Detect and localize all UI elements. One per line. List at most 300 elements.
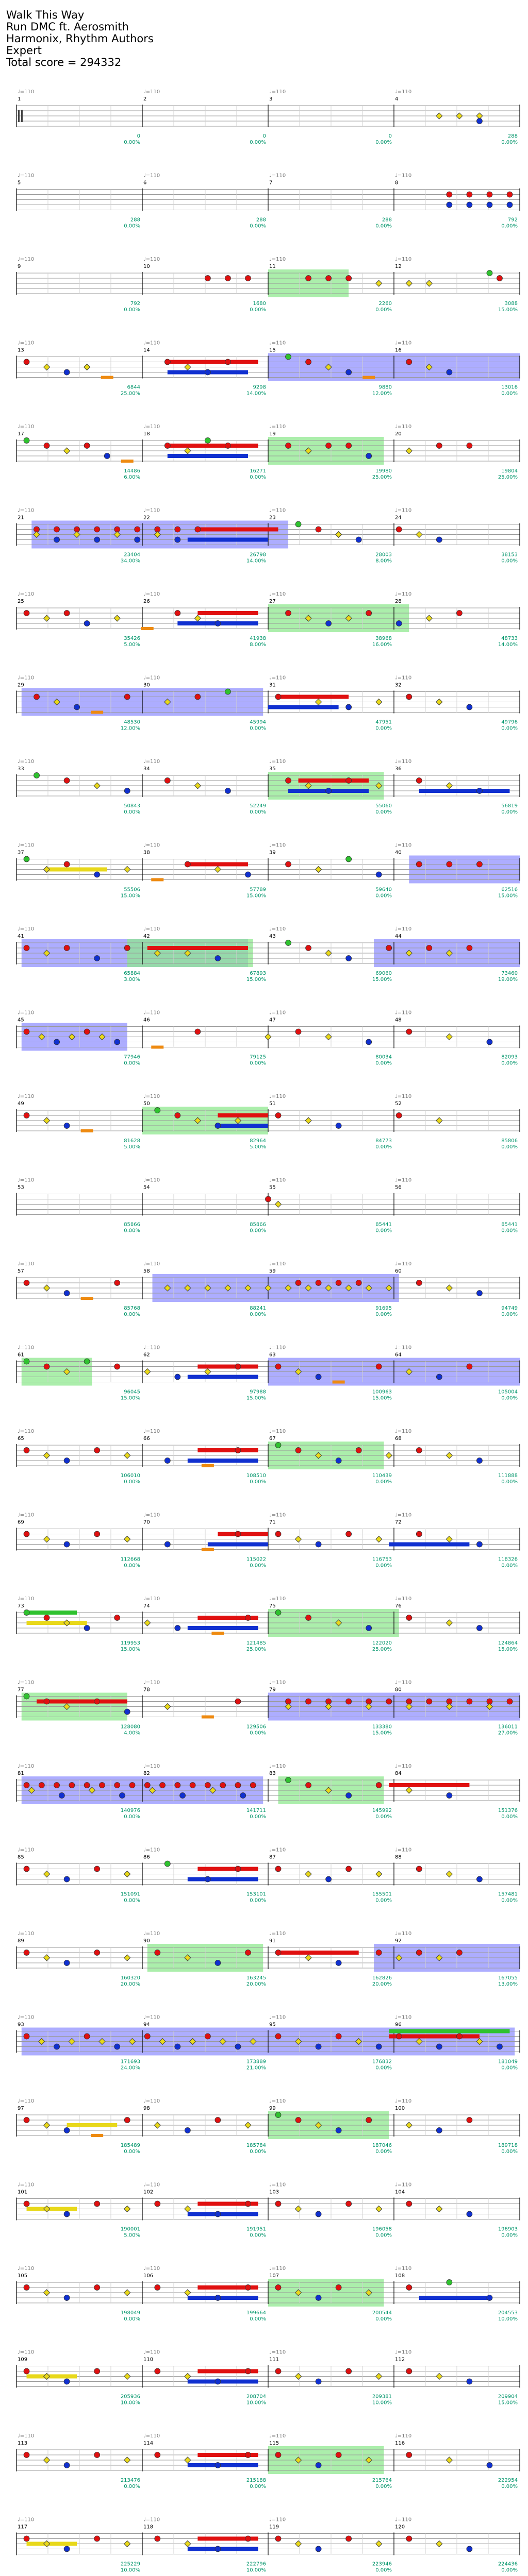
- blue-note: [64, 2128, 70, 2133]
- tempo-marker: ♩=110: [143, 2098, 160, 2104]
- red-note: [64, 945, 70, 951]
- measure-score: 85768: [124, 1306, 140, 1311]
- red-note: [24, 2201, 29, 2207]
- tempo-marker: ♩=110: [395, 1094, 412, 1099]
- measure-number: 22: [143, 515, 150, 521]
- sustain-bar: [188, 2296, 258, 2300]
- red-note: [275, 2033, 281, 2039]
- measure-score: 185489: [120, 2143, 140, 2148]
- tempo-marker: ♩=110: [395, 1261, 412, 1267]
- blue-note: [476, 1541, 482, 1547]
- blue-note: [215, 621, 221, 626]
- measure-percent: 0.00%: [250, 1228, 266, 1234]
- green-note: [447, 2280, 452, 2285]
- sustain-bar: [389, 1543, 469, 1547]
- red-note: [416, 1866, 422, 1872]
- red-note: [135, 527, 140, 532]
- measure-number: 90: [143, 1938, 150, 1944]
- measure-score: 215764: [372, 2478, 392, 2483]
- red-note: [346, 1866, 352, 1872]
- measure-percent: 0.00%: [501, 2232, 518, 2239]
- tempo-marker: ♩=110: [269, 926, 286, 932]
- cymbal-note: [446, 783, 452, 789]
- sustain-bar: [389, 2029, 509, 2033]
- tempo-marker: ♩=110: [395, 675, 412, 681]
- tempo-marker: ♩=110: [269, 1261, 286, 1267]
- cymbal-note: [44, 2374, 50, 2380]
- blue-note: [487, 2463, 492, 2468]
- measure-number: 76: [395, 1603, 402, 1609]
- blue-note: [487, 202, 492, 208]
- tempo-marker: ♩=110: [18, 1512, 35, 1518]
- measure-score: 288: [256, 217, 266, 223]
- measure-number: 62: [143, 1352, 150, 1358]
- measure-score: 82093: [501, 1054, 518, 1060]
- red-note: [64, 778, 70, 784]
- measure-percent: 0.00%: [124, 223, 140, 229]
- tempo-marker: ♩=110: [18, 591, 35, 597]
- cymbal-note: [44, 2122, 50, 2128]
- red-note: [24, 2117, 29, 2123]
- measure-percent: 0.00%: [501, 2484, 518, 2489]
- sustain-bar: [188, 538, 268, 542]
- red-note: [286, 861, 291, 867]
- blue-note: [94, 872, 100, 877]
- measure-percent: 0.00%: [375, 307, 392, 313]
- cymbal-note: [44, 615, 50, 621]
- measure-number: 19: [269, 431, 276, 437]
- measure-score: 173889: [246, 2059, 266, 2065]
- green-note: [225, 689, 230, 694]
- tempo-marker: ♩=110: [18, 424, 35, 430]
- sustain-bar: [389, 2035, 480, 2039]
- red-note: [406, 2285, 412, 2291]
- red-note: [275, 1950, 281, 1956]
- tempo-marker: ♩=110: [395, 1680, 412, 1686]
- blue-note: [114, 1039, 120, 1045]
- cymbal-note: [245, 2122, 251, 2128]
- measure-percent: 0.00%: [375, 1144, 392, 1150]
- blue-note: [205, 1876, 210, 1882]
- measure-number: 66: [143, 1436, 150, 1442]
- measure-percent: 0.00%: [124, 307, 140, 313]
- cymbal-note: [124, 2541, 130, 2547]
- cymbal-note: [94, 783, 100, 789]
- tempo-marker: ♩=110: [18, 2517, 35, 2523]
- measure-score: 792: [130, 301, 140, 307]
- red-note: [235, 1448, 241, 1453]
- red-note: [456, 1950, 462, 1956]
- measure-number: 119: [269, 2524, 279, 2530]
- tempo-marker: ♩=110: [269, 1931, 286, 1937]
- blue-note: [59, 1793, 64, 1799]
- red-note: [155, 2285, 160, 2291]
- blue-note: [316, 1541, 321, 1547]
- sustain-bar: [47, 868, 107, 872]
- measure-percent: 8.00%: [375, 558, 392, 564]
- red-note: [306, 276, 311, 281]
- measure-percent: 0.00%: [375, 2065, 392, 2071]
- measure-score: 6844: [127, 384, 140, 391]
- measure-score: 65884: [124, 971, 140, 976]
- measure-number: 63: [269, 1352, 276, 1358]
- red-note: [507, 1699, 513, 1704]
- tempo-marker: ♩=110: [143, 257, 160, 262]
- red-note: [275, 1866, 281, 1872]
- red-note: [220, 1783, 226, 1788]
- kick-note: [91, 711, 103, 714]
- tempo-marker: ♩=110: [18, 2349, 35, 2355]
- red-note: [467, 1364, 472, 1369]
- measure-number: 14: [143, 347, 150, 353]
- blue-note: [175, 1625, 180, 1631]
- green-note: [275, 2112, 281, 2118]
- measure-score: 288: [507, 133, 518, 139]
- cymbal-note: [295, 1536, 302, 1543]
- tempo-marker: ♩=110: [269, 759, 286, 765]
- cymbal-note: [44, 364, 50, 370]
- measure-score: 81628: [124, 1138, 140, 1144]
- blue-note: [316, 2044, 321, 2049]
- measure-score: 136011: [498, 1724, 518, 1730]
- tempo-marker: ♩=110: [395, 2433, 412, 2439]
- tempo-marker: ♩=110: [395, 257, 412, 262]
- sustain-bar: [197, 1867, 258, 1871]
- cymbal-note: [436, 699, 442, 705]
- measure-score: 185784: [246, 2143, 266, 2148]
- red-note: [24, 1866, 29, 1872]
- measure-number: 50: [143, 1101, 150, 1107]
- red-note: [467, 1699, 472, 1704]
- red-note: [346, 1531, 352, 1537]
- sustain-bar: [299, 778, 369, 783]
- measure-score: 28003: [375, 552, 392, 558]
- red-note: [306, 359, 311, 365]
- measure-percent: 5.00%: [124, 1144, 140, 1150]
- sustain-bar: [197, 1448, 258, 1452]
- cymbal-note: [144, 1620, 151, 1626]
- measure-percent: 0.00%: [375, 2316, 392, 2322]
- blue-note: [119, 1793, 125, 1799]
- blue-note: [316, 2379, 321, 2384]
- red-note: [64, 611, 70, 616]
- blue-note: [436, 537, 442, 543]
- measure-percent: 0.00%: [250, 1563, 266, 1569]
- measure-score: 204553: [498, 2310, 518, 2316]
- measure-number: 23: [269, 515, 276, 521]
- red-note: [487, 192, 492, 197]
- tempo-marker: ♩=110: [269, 1094, 286, 1099]
- measure-score: 79125: [250, 1054, 266, 1060]
- red-note: [316, 527, 321, 532]
- blue-note: [476, 1458, 482, 1464]
- red-note: [336, 2285, 341, 2291]
- red-note: [406, 2452, 412, 2458]
- red-note: [386, 945, 392, 951]
- blue-note: [366, 1039, 372, 1045]
- sustain-bar: [268, 705, 339, 709]
- red-note: [24, 1950, 29, 1956]
- blue-note: [447, 202, 452, 208]
- measure-percent: 0.00%: [124, 809, 140, 815]
- measure-number: 1: [18, 96, 21, 102]
- red-note: [155, 2536, 160, 2541]
- measure-percent: 15.00%: [498, 893, 518, 899]
- cymbal-note: [295, 2374, 302, 2380]
- measure-percent: 0.00%: [250, 474, 266, 480]
- measure-score: 167055: [498, 1975, 518, 1981]
- cymbal-note: [336, 532, 342, 538]
- measure-number: 39: [269, 850, 276, 856]
- tempo-marker: ♩=110: [18, 1345, 35, 1351]
- green-note: [275, 1610, 281, 1616]
- red-note: [235, 1699, 241, 1704]
- cymbal-note: [446, 1034, 452, 1040]
- cymbal-note: [316, 699, 322, 705]
- measure-score: 191951: [246, 2226, 266, 2232]
- blue-note: [205, 369, 210, 375]
- blue-note: [124, 1709, 130, 1715]
- red-note: [266, 1196, 271, 1202]
- measure-number: 109: [18, 2357, 28, 2363]
- tempo-marker: ♩=110: [143, 2014, 160, 2021]
- measure-number: 18: [143, 431, 150, 437]
- tempo-marker: ♩=110: [18, 1094, 35, 1099]
- blue-note: [54, 537, 60, 543]
- sustain-bar: [188, 1626, 258, 1630]
- cymbal-note: [376, 2206, 382, 2212]
- blue-note: [316, 2546, 321, 2552]
- cymbal-note: [416, 532, 422, 538]
- red-note: [426, 945, 432, 951]
- measure-number: 13: [18, 347, 24, 353]
- measure-percent: 24.00%: [120, 2065, 140, 2071]
- measure-score: 222954: [498, 2478, 518, 2483]
- tempo-marker: ♩=110: [143, 1177, 160, 1183]
- measure-number: 78: [143, 1687, 150, 1693]
- cymbal-note: [376, 2541, 382, 2547]
- measure-score: 151091: [120, 1891, 140, 1897]
- red-note: [306, 1699, 311, 1704]
- blue-note: [476, 788, 482, 794]
- blue-note: [64, 2211, 70, 2217]
- measure-number: 47: [269, 1017, 276, 1023]
- red-note: [245, 2285, 251, 2291]
- measure-score: 59640: [375, 887, 392, 893]
- red-note: [306, 1615, 311, 1621]
- blue-note: [507, 202, 513, 208]
- cymbal-note: [446, 1620, 452, 1626]
- red-note: [386, 1699, 392, 1704]
- cymbal-note: [124, 1536, 130, 1543]
- blue-note: [215, 2546, 221, 2552]
- measure-score: 115022: [246, 1556, 266, 1563]
- blue-note: [74, 704, 80, 710]
- measure-score: 205936: [120, 2394, 140, 2400]
- measure-number: 88: [395, 1854, 402, 1860]
- measure-score: 88241: [250, 1306, 266, 1311]
- tempo-marker: ♩=110: [18, 2433, 35, 2439]
- measure-number: 35: [269, 766, 276, 772]
- measure-number: 101: [18, 2189, 28, 2195]
- tempo-marker: ♩=110: [395, 2182, 412, 2188]
- cymbal-note: [406, 2122, 412, 2128]
- cymbal-note: [185, 2206, 191, 2212]
- cymbal-note: [406, 448, 412, 454]
- red-note: [235, 1364, 241, 1369]
- red-note: [84, 2033, 90, 2039]
- measure-number: 36: [395, 766, 402, 772]
- red-note: [205, 276, 210, 281]
- red-note: [456, 611, 462, 616]
- measure-number: 45: [18, 1017, 24, 1023]
- red-note: [39, 1783, 44, 1788]
- blue-note: [64, 1458, 70, 1464]
- red-note: [24, 1113, 29, 1118]
- measure-number: 99: [269, 2106, 276, 2111]
- red-note: [376, 1783, 382, 1788]
- measure-percent: 0.00%: [375, 809, 392, 815]
- measure-score: 224436: [498, 2561, 518, 2567]
- blue-note: [235, 2044, 241, 2049]
- measure-percent: 0.00%: [124, 1060, 140, 1066]
- green-note: [24, 1693, 29, 1699]
- measure-score: 792: [507, 217, 518, 223]
- blue-note: [64, 2295, 70, 2301]
- measure-score: 91695: [375, 1306, 392, 1311]
- tempo-marker: ♩=110: [18, 257, 35, 262]
- measure-percent: 15.00%: [246, 1395, 266, 1401]
- measure-percent: 15.00%: [498, 2400, 518, 2406]
- red-note: [436, 443, 442, 449]
- tempo-marker: ♩=110: [269, 1177, 286, 1183]
- measure-percent: 0.00%: [250, 2232, 266, 2239]
- red-note: [235, 1783, 241, 1788]
- tempo-marker: ♩=110: [18, 2098, 35, 2104]
- tempo-marker: ♩=110: [143, 1847, 160, 1853]
- measure-score: 124864: [498, 1640, 518, 1646]
- kick-note: [211, 1632, 224, 1635]
- red-note: [225, 359, 230, 365]
- measure-percent: 0.00%: [250, 307, 266, 313]
- measure-percent: 8.00%: [250, 642, 266, 648]
- measure-number: 92: [395, 1938, 402, 1944]
- measure-percent: 0.00%: [375, 893, 392, 899]
- measure-percent: 0.00%: [501, 391, 518, 397]
- tempo-marker: ♩=110: [143, 1931, 160, 1937]
- tempo-marker: ♩=110: [143, 2182, 160, 2188]
- tempo-marker: ♩=110: [143, 1764, 160, 1769]
- measure-percent: 15.00%: [498, 1647, 518, 1652]
- measure-percent: 0.00%: [375, 2232, 392, 2239]
- red-note: [416, 1280, 422, 1286]
- measure-score: 97988: [250, 1389, 266, 1395]
- cymbal-note: [124, 1871, 130, 1877]
- red-note: [406, 694, 412, 700]
- cymbal-note: [376, 1536, 382, 1543]
- sustain-bar: [27, 1611, 77, 1615]
- measure-number: 29: [18, 682, 24, 688]
- red-note: [295, 1448, 301, 1453]
- red-note: [286, 611, 291, 616]
- red-note: [94, 1866, 100, 1872]
- cymbal-note: [185, 2290, 191, 2296]
- cymbal-note: [406, 280, 412, 286]
- blue-note: [124, 788, 130, 794]
- measure-percent: 0.00%: [250, 1479, 266, 1485]
- cymbal-note: [426, 615, 432, 621]
- blue-note: [94, 956, 100, 961]
- measure-score: 19980: [375, 468, 392, 474]
- blue-note: [326, 1876, 332, 1882]
- blue-note: [215, 1960, 221, 1966]
- measure-score: 9298: [253, 384, 266, 391]
- red-note: [250, 1783, 256, 1788]
- cymbal-note: [295, 2541, 302, 2547]
- red-note: [497, 276, 502, 281]
- green-note: [24, 438, 29, 444]
- tempo-marker: ♩=110: [269, 173, 286, 179]
- measure-score: 73460: [501, 971, 518, 976]
- measure-number: 103: [269, 2189, 279, 2195]
- measure-number: 28: [395, 599, 402, 604]
- measure-score: 57789: [250, 887, 266, 893]
- measure-percent: 15.00%: [372, 977, 392, 982]
- measure-number: 54: [143, 1184, 150, 1191]
- measure-percent: 10.00%: [120, 2400, 140, 2406]
- blue-note: [240, 1793, 246, 1799]
- measure-score: 155501: [372, 1891, 392, 1897]
- sustain-bar: [37, 1700, 127, 1704]
- blue-note: [356, 537, 361, 543]
- measure-score: 85441: [501, 1222, 518, 1228]
- measure-number: 98: [143, 2106, 150, 2111]
- measure-number: 64: [395, 1352, 402, 1358]
- measure-score: 38968: [375, 636, 392, 641]
- blue-note: [316, 2463, 321, 2468]
- cymbal-note: [376, 1871, 382, 1877]
- red-note: [316, 1280, 321, 1286]
- tempo-marker: ♩=110: [143, 2266, 160, 2272]
- measure-percent: 0.00%: [501, 2149, 518, 2155]
- measure-number: 34: [143, 766, 150, 772]
- red-note: [215, 2117, 221, 2123]
- cymbal-note: [185, 2374, 191, 2380]
- tempo-marker: ♩=110: [143, 2517, 160, 2523]
- red-note: [245, 1615, 251, 1621]
- song-artist: Run DMC ft. Aerosmith: [6, 21, 129, 33]
- green-note: [24, 1610, 29, 1616]
- measure-percent: 0.00%: [124, 1228, 140, 1234]
- tempo-marker: ♩=110: [18, 507, 35, 514]
- tempo-marker: ♩=110: [18, 926, 35, 932]
- red-note: [245, 2536, 251, 2541]
- red-note: [175, 527, 180, 532]
- red-note: [24, 1029, 29, 1035]
- cymbal-note: [124, 2457, 130, 2463]
- measure-score: 288: [130, 217, 140, 223]
- blue-note: [376, 2044, 382, 2049]
- measure-number: 4: [395, 96, 399, 102]
- blue-note: [54, 1039, 60, 1045]
- drum-clef-icon: [21, 110, 23, 122]
- red-note: [185, 861, 190, 867]
- measure-score: 128080: [120, 1724, 140, 1730]
- measure-score: 16271: [250, 468, 266, 474]
- measure-score: 55060: [375, 803, 392, 809]
- cymbal-note: [436, 2206, 442, 2212]
- blue-note: [185, 2128, 190, 2133]
